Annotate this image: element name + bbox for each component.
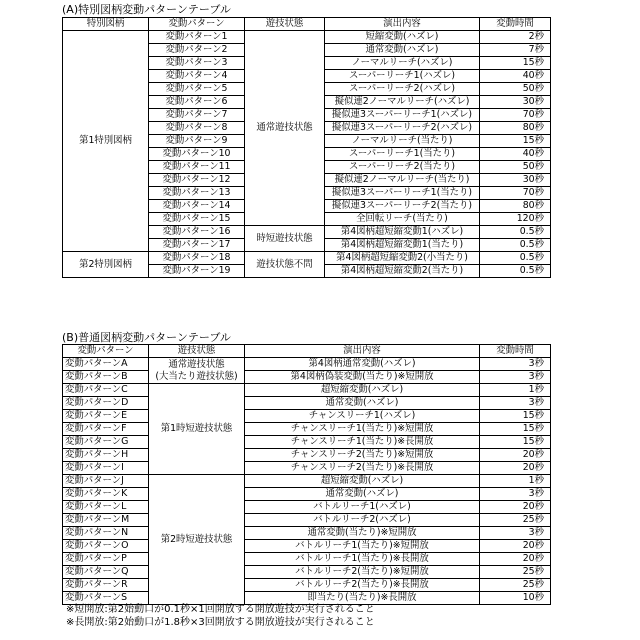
pattern-name: 変動パターン16	[149, 226, 245, 239]
variation-time: 30秒	[480, 96, 551, 109]
effect-content: バトルリーチ2(当たり)※短開放	[245, 566, 480, 579]
variation-time: 40秒	[480, 70, 551, 83]
effect-content: バトルリーチ1(当たり)※短開放	[245, 540, 480, 553]
effect-content: 第4図柄超短縮変動1(ハズレ)	[325, 226, 480, 239]
footnote-long-open: ※長開放:第2始動口が1.8秒×3回開放する開放遊技が実行されること	[66, 616, 375, 629]
pattern-name: 変動パターンE	[63, 410, 149, 423]
pattern-name: 変動パターン5	[149, 83, 245, 96]
variation-time: 25秒	[480, 566, 551, 579]
effect-content: バトルリーチ1(ハズレ)	[245, 501, 480, 514]
table-a-header-row	[63, 18, 551, 31]
special-zugara-2: 第2特別図柄	[63, 252, 149, 278]
variation-time: 3秒	[480, 371, 551, 384]
table-row	[63, 579, 551, 592]
table-a-header-zugara: 特別図柄	[63, 18, 149, 31]
pattern-name: 変動パターン6	[149, 96, 245, 109]
effect-content: 擬似連3スーパーリーチ2(ハズレ)	[325, 122, 480, 135]
effect-content: バトルリーチ2(ハズレ)	[245, 514, 480, 527]
effect-content: 通常変動(ハズレ)	[245, 397, 480, 410]
table-a	[62, 17, 551, 278]
effect-content: 擬似連2ノーマルリーチ(当たり)	[325, 174, 480, 187]
variation-time: 50秒	[480, 161, 551, 174]
pattern-name: 変動パターンB	[63, 371, 149, 384]
variation-time: 0.5秒	[480, 226, 551, 239]
state-normal: 通常遊技状態	[245, 31, 325, 226]
table-row	[63, 397, 551, 410]
table-a-header-pattern: 変動パターン	[149, 18, 245, 31]
variation-time: 30秒	[480, 174, 551, 187]
pattern-name: 変動パターン1	[149, 31, 245, 44]
effect-content: ノーマルリーチ(ハズレ)	[325, 57, 480, 70]
variation-time: 20秒	[480, 449, 551, 462]
effect-content: チャンスリーチ2(当たり)※短開放	[245, 449, 480, 462]
variation-time: 7秒	[480, 44, 551, 57]
pattern-name: 変動パターンR	[63, 579, 149, 592]
pattern-name: 変動パターンP	[63, 553, 149, 566]
table-row	[63, 371, 551, 384]
state-jitan-1: 第1時短遊技状態	[149, 384, 245, 475]
pattern-name: 変動パターン19	[149, 265, 245, 278]
table-row	[63, 31, 551, 44]
state-jitan-2: 第2時短遊技状態	[149, 475, 245, 605]
table-row	[63, 436, 551, 449]
pattern-name: 変動パターン9	[149, 135, 245, 148]
variation-time: 3秒	[480, 358, 551, 371]
table-row	[63, 423, 551, 436]
variation-time: 0.5秒	[480, 239, 551, 252]
effect-content: 擬似連3スーパーリーチ1(当たり)	[325, 187, 480, 200]
pattern-name: 変動パターンI	[63, 462, 149, 475]
variation-time: 3秒	[480, 488, 551, 501]
variation-time: 20秒	[480, 553, 551, 566]
table-row	[63, 501, 551, 514]
pattern-name: 変動パターンO	[63, 540, 149, 553]
special-zugara-1: 第1特別図柄	[63, 31, 149, 252]
table-row	[63, 475, 551, 488]
pattern-name: 変動パターンJ	[63, 475, 149, 488]
table-row	[63, 449, 551, 462]
variation-time: 20秒	[480, 501, 551, 514]
variation-time: 1秒	[480, 475, 551, 488]
variation-time: 3秒	[480, 397, 551, 410]
variation-time: 25秒	[480, 514, 551, 527]
pattern-name: 変動パターン7	[149, 109, 245, 122]
pattern-name: 変動パターン14	[149, 200, 245, 213]
effect-content: 擬似連3スーパーリーチ2(当たり)	[325, 200, 480, 213]
pattern-name: 変動パターン17	[149, 239, 245, 252]
variation-time: 0.5秒	[480, 265, 551, 278]
state-normal-note: (大当たり遊技状態)	[151, 371, 242, 383]
effect-content: 擬似連2ノーマルリーチ(ハズレ)	[325, 96, 480, 109]
variation-time: 15秒	[480, 436, 551, 449]
effect-content: 通常変動(ハズレ)	[245, 488, 480, 501]
pattern-name: 変動パターンM	[63, 514, 149, 527]
effect-content: 擬似連3スーパーリーチ1(ハズレ)	[325, 109, 480, 122]
pattern-name: 変動パターンH	[63, 449, 149, 462]
effect-content: 第4図柄超短縮変動1(当たり)	[325, 239, 480, 252]
pattern-name: 変動パターン8	[149, 122, 245, 135]
table-row	[63, 488, 551, 501]
variation-time: 50秒	[480, 83, 551, 96]
effect-content: チャンスリーチ1(当たり)※長開放	[245, 436, 480, 449]
table-b-header-time: 変動時間	[480, 345, 551, 358]
effect-content: バトルリーチ2(当たり)※長開放	[245, 579, 480, 592]
table-row	[63, 252, 551, 265]
effect-content: 第4図柄偽装変動(当たり)※短開放	[245, 371, 480, 384]
pattern-name: 変動パターンG	[63, 436, 149, 449]
footnotes	[66, 603, 375, 629]
pattern-name: 変動パターンF	[63, 423, 149, 436]
variation-time: 20秒	[480, 540, 551, 553]
variation-time: 120秒	[480, 213, 551, 226]
variation-time: 15秒	[480, 410, 551, 423]
effect-content: スーパーリーチ1(ハズレ)	[325, 70, 480, 83]
pattern-name: 変動パターンL	[63, 501, 149, 514]
variation-time: 70秒	[480, 187, 551, 200]
pattern-name: 変動パターンN	[63, 527, 149, 540]
effect-content: 即当たり(当たり)※長開放	[245, 592, 480, 605]
effect-content: チャンスリーチ1(当たり)※短開放	[245, 423, 480, 436]
pattern-name: 変動パターン15	[149, 213, 245, 226]
effect-content: 通常変動(当たり)※短開放	[245, 527, 480, 540]
variation-time: 0.5秒	[480, 252, 551, 265]
table-a-header-state: 遊技状態	[245, 18, 325, 31]
pattern-name: 変動パターンS	[63, 592, 149, 605]
pattern-name: 変動パターンA	[63, 358, 149, 371]
effect-content: 第4図柄超短縮変動2(小当たり)	[325, 252, 480, 265]
effect-content: バトルリーチ1(当たり)※長開放	[245, 553, 480, 566]
effect-content: 全回転リーチ(当たり)	[325, 213, 480, 226]
table-b-header-content: 演出内容	[245, 345, 480, 358]
table-row	[63, 566, 551, 579]
effect-content: チャンスリーチ1(ハズレ)	[245, 410, 480, 423]
variation-time: 80秒	[480, 200, 551, 213]
effect-content: 第4図柄超短縮変動2(当たり)	[325, 265, 480, 278]
effect-content: 通常変動(ハズレ)	[325, 44, 480, 57]
table-row	[63, 384, 551, 397]
footnote-short-open: ※短開放:第2始動口が0.1秒×1回開放する開放遊技が実行されること	[66, 603, 375, 616]
variation-time: 10秒	[480, 592, 551, 605]
variation-time: 20秒	[480, 462, 551, 475]
table-row	[63, 462, 551, 475]
pattern-name: 変動パターン11	[149, 161, 245, 174]
state-normal-label: 通常遊技状態	[151, 359, 242, 371]
variation-time: 15秒	[480, 135, 551, 148]
variation-time: 80秒	[480, 122, 551, 135]
state-normal	[149, 358, 245, 384]
variation-time: 70秒	[480, 109, 551, 122]
variation-time: 40秒	[480, 148, 551, 161]
pattern-name: 変動パターン18	[149, 252, 245, 265]
variation-time: 25秒	[480, 579, 551, 592]
state-any: 遊技状態不問	[245, 252, 325, 278]
pattern-name: 変動パターン2	[149, 44, 245, 57]
pattern-name: 変動パターンK	[63, 488, 149, 501]
effect-content: スーパーリーチ2(ハズレ)	[325, 83, 480, 96]
table-b-header-state: 遊技状態	[149, 345, 245, 358]
table-a-header-content: 演出内容	[325, 18, 480, 31]
state-jitan: 時短遊技状態	[245, 226, 325, 252]
pattern-name: 変動パターン13	[149, 187, 245, 200]
table-b-header-row	[63, 345, 551, 358]
pattern-name: 変動パターンC	[63, 384, 149, 397]
effect-content: 超短縮変動(ハズレ)	[245, 384, 480, 397]
pattern-name: 変動パターン10	[149, 148, 245, 161]
variation-time: 3秒	[480, 527, 551, 540]
table-row	[63, 527, 551, 540]
effect-content: 第4図柄通常変動(ハズレ)	[245, 358, 480, 371]
table-row	[63, 540, 551, 553]
effect-content: ノーマルリーチ(当たり)	[325, 135, 480, 148]
table-a-caption: (A)特別図柄変動パターンテーブル	[62, 3, 231, 16]
pattern-name: 変動パターン12	[149, 174, 245, 187]
pattern-name: 変動パターンD	[63, 397, 149, 410]
table-row	[63, 514, 551, 527]
effect-content: 短縮変動(ハズレ)	[325, 31, 480, 44]
table-b	[62, 344, 551, 605]
pattern-name: 変動パターン3	[149, 57, 245, 70]
pattern-name: 変動パターン4	[149, 70, 245, 83]
variation-time: 2秒	[480, 31, 551, 44]
variation-time: 15秒	[480, 57, 551, 70]
effect-content: 超短縮変動(ハズレ)	[245, 475, 480, 488]
pattern-name: 変動パターンQ	[63, 566, 149, 579]
effect-content: スーパーリーチ2(当たり)	[325, 161, 480, 174]
variation-time: 15秒	[480, 423, 551, 436]
table-row	[63, 358, 551, 371]
table-row	[63, 410, 551, 423]
table-a-header-time: 変動時間	[480, 18, 551, 31]
effect-content: スーパーリーチ1(当たり)	[325, 148, 480, 161]
table-b-header-pattern: 変動パターン	[63, 345, 149, 358]
table-b-caption: (B)普通図柄変動パターンテーブル	[62, 331, 231, 344]
table-row	[63, 553, 551, 566]
effect-content: チャンスリーチ2(当たり)※長開放	[245, 462, 480, 475]
variation-time: 1秒	[480, 384, 551, 397]
